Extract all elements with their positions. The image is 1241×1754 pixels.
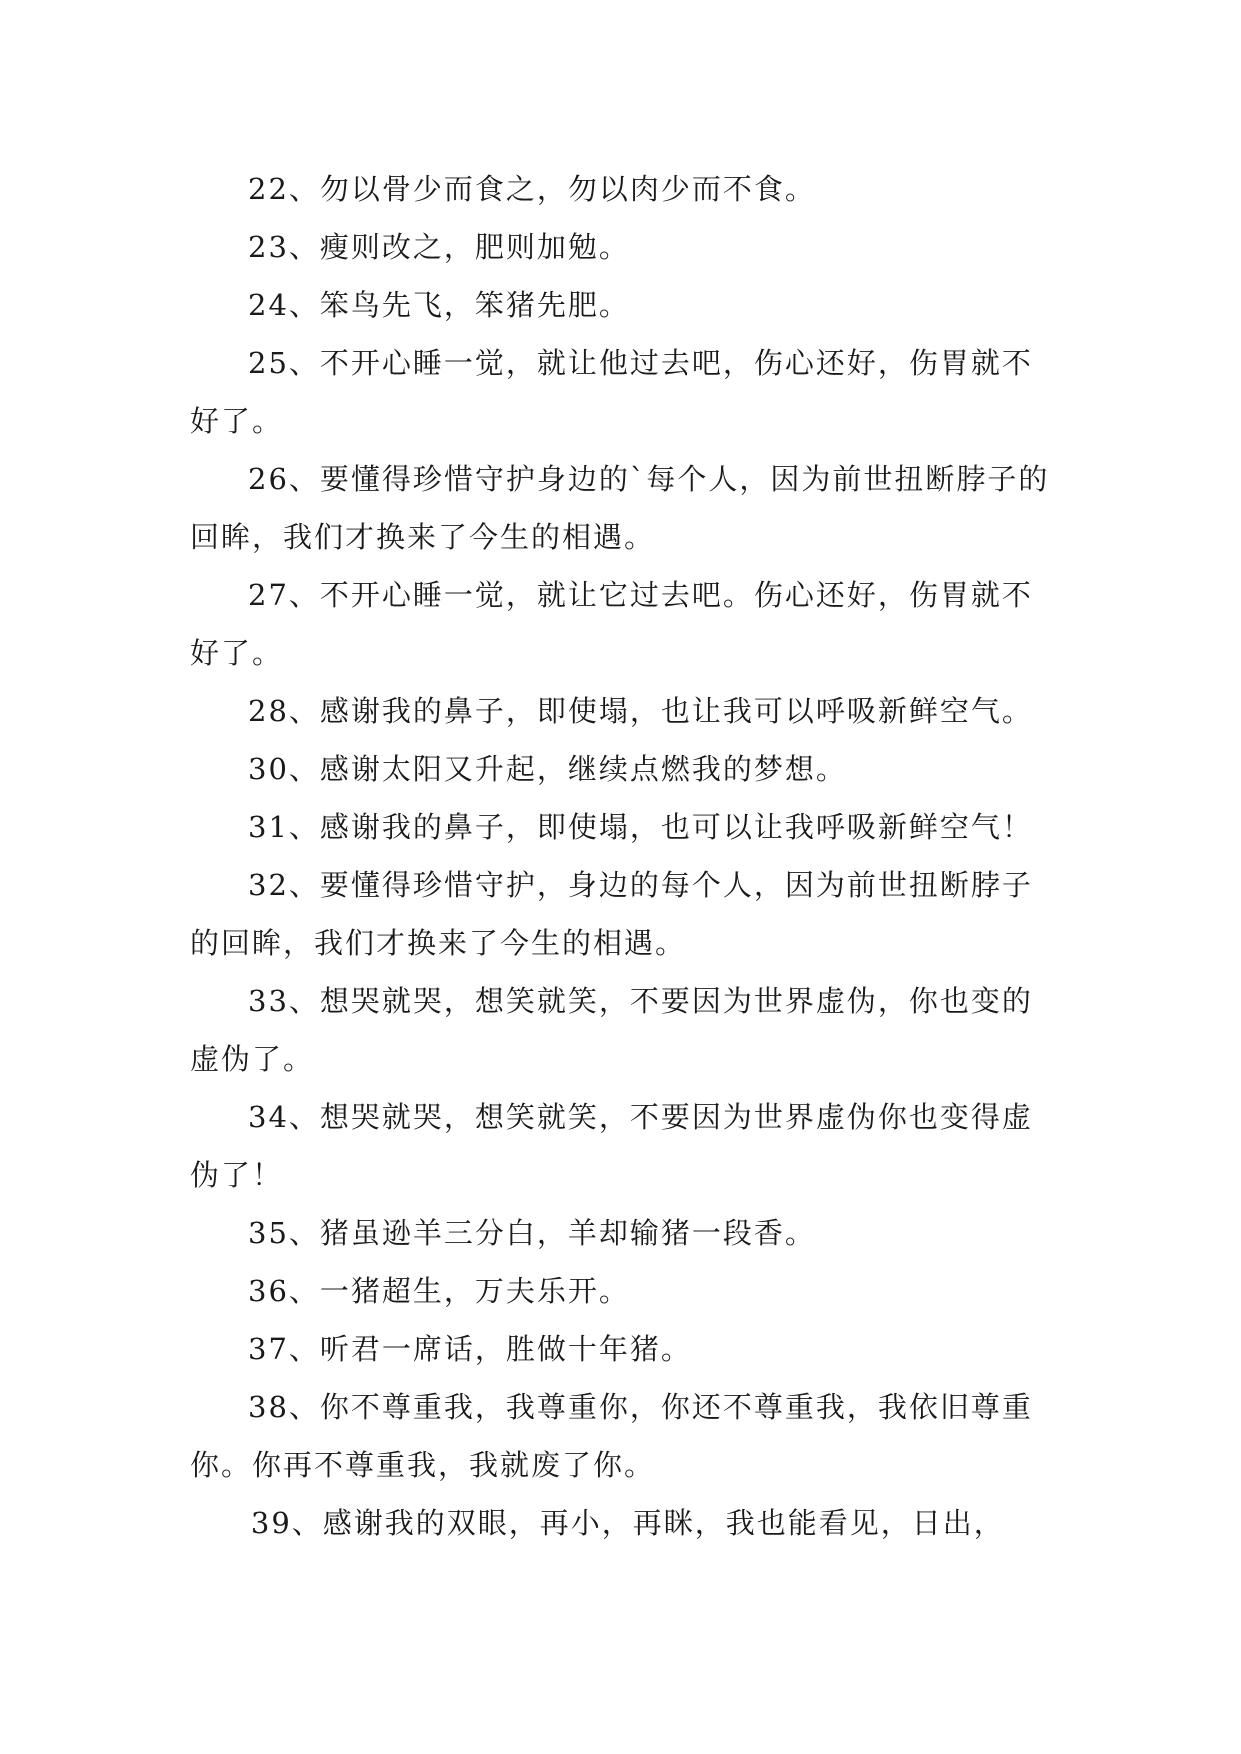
paragraph-26: 26、要懂得珍惜守护身边的`每个人，因为前世扭断脖子的回眸，我们才换来了今生的相遇。 <box>190 462 1050 554</box>
paragraph-28: 28、感谢我的鼻子，即使塌，也让我可以呼吸新鲜空气。 <box>248 694 1033 728</box>
paragraph-24: 24、笨鸟先飞，笨猪先肥。 <box>248 288 630 322</box>
document-body <box>190 160 1060 1552</box>
paragraph-23: 23、瘦则改之，肥则加勉。 <box>248 230 630 264</box>
paragraph-27: 27、不开心睡一觉，就让它过去吧。伤心还好，伤胃就不好了。 <box>190 578 1033 670</box>
paragraph-37: 37、听君一席话，胜做十年猪。 <box>248 1332 692 1366</box>
paragraph-34: 34、想哭就哭，想笑就笑，不要因为世界虚伪你也变得虚伪了！ <box>190 1100 1033 1192</box>
paragraph-36: 36、一猪超生，万夫乐开。 <box>248 1274 630 1308</box>
paragraph-25: 25、不开心睡一觉，就让他过去吧，伤心还好，伤胃就不好了。 <box>190 346 1033 438</box>
paragraph-33: 33、想哭就哭，想笑就笑，不要因为世界虚伪，你也变的虚伪了。 <box>190 984 1033 1076</box>
paragraph-31: 31、感谢我的鼻子，即使塌，也可以让我呼吸新鲜空气！ <box>248 810 1033 844</box>
paragraph-38: 38、你不尊重我，我尊重你，你还不尊重我，我依旧尊重你。你再不尊重我，我就废了你。 <box>190 1390 1033 1482</box>
paragraph-39: 39、感谢我的双眼，再小，再眯，我也能看见，日出， <box>250 1506 1005 1540</box>
paragraph-35: 35、猪虽逊羊三分白，羊却输猪一段香。 <box>248 1216 816 1250</box>
paragraph-30: 30、感谢太阳又升起，继续点燃我的梦想。 <box>248 752 847 786</box>
paragraph-32: 32、要懂得珍惜守护，身边的每个人，因为前世扭断脖子的回眸，我们才换来了今生的相遇。 <box>190 868 1033 960</box>
paragraph-22: 22、勿以骨少而食之，勿以肉少而不食。 <box>248 172 816 206</box>
